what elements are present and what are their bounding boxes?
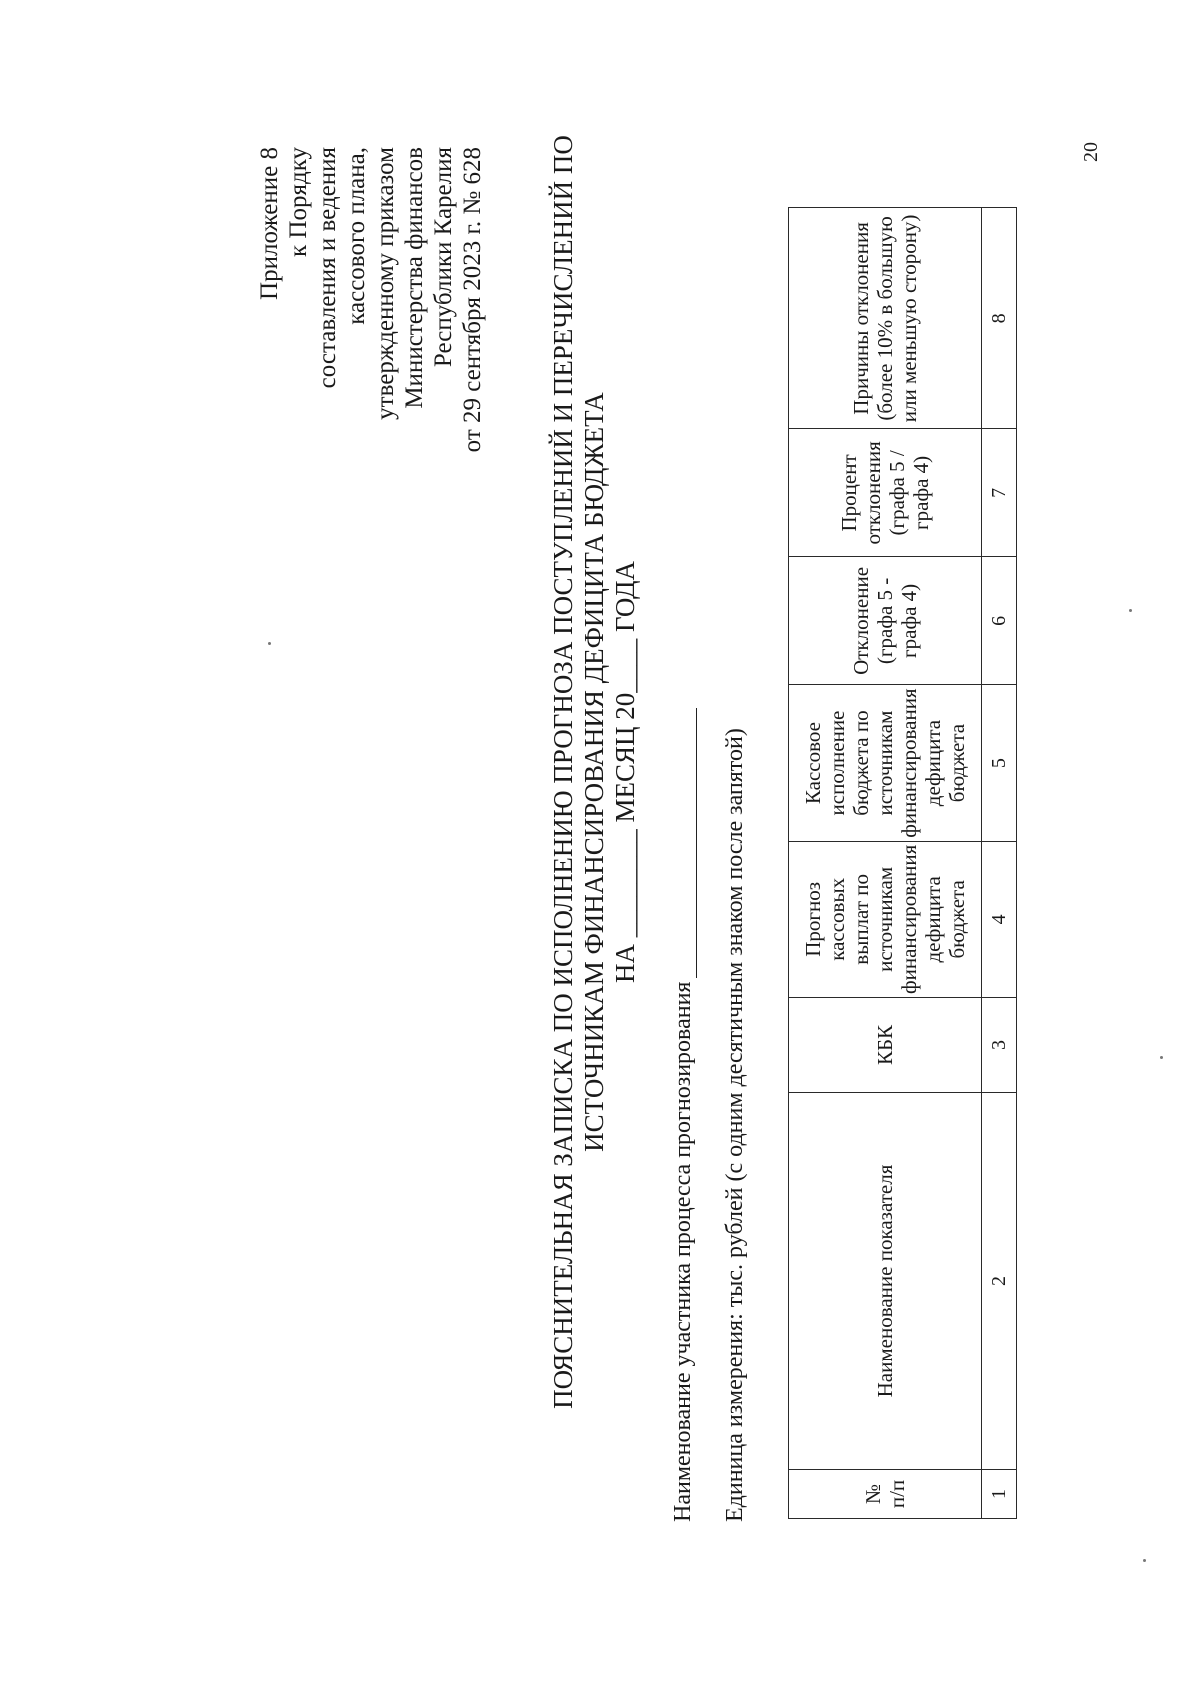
table-row <box>982 208 1017 1519</box>
appendix-line: Приложение 8 <box>256 147 283 300</box>
report-table <box>788 207 1017 1519</box>
header-forecast: Прогноз кассовых выплат по источникам финансирования дефицита бюджета <box>789 841 982 997</box>
document-title <box>548 97 641 1447</box>
scan-speck <box>1143 1559 1146 1562</box>
appendix-block <box>255 147 487 547</box>
column-number-cell: 8 <box>982 208 1017 429</box>
column-number-cell: 2 <box>982 1093 1017 1470</box>
appendix-line: утвержденному приказом <box>372 147 399 420</box>
appendix-line: Республики Карелия <box>430 147 457 368</box>
header-deviation-percent: Процент отклонения (графа 5 / графа 4) <box>789 429 982 557</box>
appendix-line: составления и ведения <box>314 147 341 389</box>
page-number: 20 <box>1080 142 1102 162</box>
column-number-cell: 4 <box>982 841 1017 997</box>
title-line: ПОЯСНИТЕЛЬНАЯ ЗАПИСКА ПО ИСПОЛНЕНИЮ ПРОГНОЗА ПОСТУПЛЕНИЙ И ПЕРЕЧИСЛЕНИЙ ПО <box>548 135 578 1409</box>
header-kbk: КБК <box>789 998 982 1093</box>
column-number-cell: 5 <box>982 685 1017 841</box>
participant-label: Наименование участника процесса прогнозирования <box>670 981 696 1522</box>
header-deviation-reasons: Причины отклонения (более 10% в большую или меньшую сторону) <box>789 208 982 429</box>
appendix-line: к Порядку <box>285 147 312 257</box>
table-header-row <box>789 208 982 1519</box>
scan-speck <box>1160 1056 1163 1059</box>
title-period-line: НА ________ МЕСЯЦ 20____ ГОДА <box>610 560 640 984</box>
unit-label: Единица измерения: тыс. рублей (с одним десятичным знаком после запятой) <box>722 728 748 1522</box>
header-execution: Кассовое исполнение бюджета по источникам финансирования дефицита бюджета <box>789 685 982 841</box>
title-line: ИСТОЧНИКАМ ФИНАНСИРОВАНИЯ ДЕФИЦИТА БЮДЖЕТА <box>579 392 609 1152</box>
participant-line <box>670 708 697 1522</box>
column-number-cell: 6 <box>982 557 1017 685</box>
appendix-line: от 29 сентября 2023 г. № 628 <box>459 147 486 453</box>
appendix-line: кассового плана, <box>343 147 370 325</box>
participant-blank <box>676 708 697 978</box>
header-row-number: № п/п <box>789 1470 982 1519</box>
appendix-line: Министерства финансов <box>401 147 428 409</box>
column-number-cell: 3 <box>982 998 1017 1093</box>
header-indicator-name: Наименование показателя <box>789 1093 982 1470</box>
column-number-cell: 7 <box>982 429 1017 557</box>
column-number-cell: 1 <box>982 1470 1017 1519</box>
scan-speck <box>1129 609 1132 612</box>
scan-speck <box>268 642 271 645</box>
header-deviation: Отклонение (графа 5 - графа 4) <box>789 557 982 685</box>
